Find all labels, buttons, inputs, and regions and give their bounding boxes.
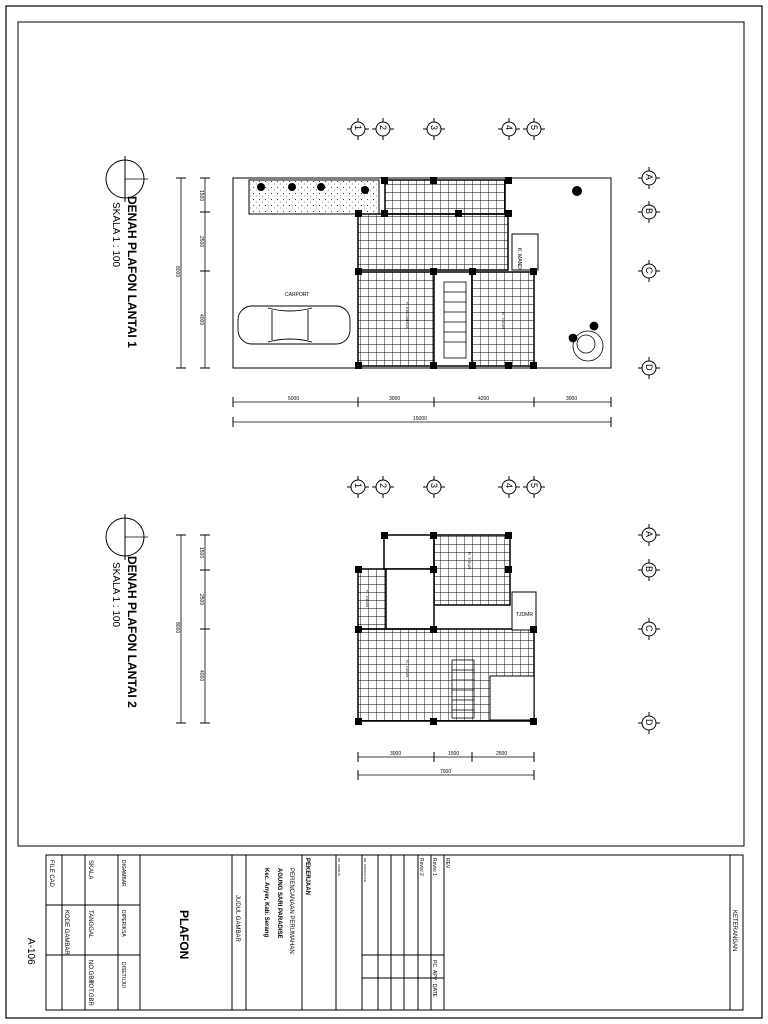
grid-label: 4 <box>504 125 514 131</box>
plan2-ceiling-grid <box>384 535 434 569</box>
plan-lantai-2 <box>106 476 660 780</box>
sheet-code: A-106 <box>25 938 36 965</box>
room-label: R. TIDUR <box>467 552 472 570</box>
pekerjaan-label: PEKERJAAN <box>304 858 310 896</box>
plan2-row-axes <box>638 524 660 734</box>
dim-label: 8000 <box>174 622 180 634</box>
revisi-1: Revisi 1 <box>431 858 437 876</box>
judul-gambar-label: JUDUL GAMBAR <box>234 895 240 942</box>
grid-label: 2 <box>378 483 388 489</box>
plan2-bottom-dimensions <box>358 752 534 780</box>
plan2-title-block <box>106 514 148 708</box>
grid-label: D <box>644 719 654 726</box>
date-label: DATE <box>431 984 437 997</box>
dim-label: 8000 <box>174 266 180 278</box>
plan2-scale: SKALA 1 : 100 <box>110 562 121 628</box>
dim-label: 2500 <box>198 236 204 248</box>
dim-label: 4000 <box>198 314 204 326</box>
dim-label: 2500 <box>198 594 204 606</box>
plan2-bath <box>490 676 534 720</box>
project-line-1: PERENCANAAN PERUMAHAN <box>288 868 294 954</box>
grid-bubble <box>347 476 369 498</box>
room-label: CARPORT <box>285 292 310 298</box>
dim-label: 4000 <box>198 670 204 682</box>
plan2-title: DENAH PLAFON LANTAI 2 <box>125 556 139 708</box>
project-line-3: Kec. Anyer, Kab. Serang <box>263 868 269 938</box>
dim-label: 15000 <box>413 416 427 422</box>
dim-label: 1500 <box>198 547 204 559</box>
rev-label: REV <box>444 858 450 869</box>
drawing-frame <box>18 22 744 846</box>
plan1-title: DENAH PLAFON LANTAI 1 <box>125 196 139 348</box>
project-line-2: AGUNG SARI PARADISE <box>276 868 282 939</box>
plan2-tjdmr-room <box>512 592 536 630</box>
plan-lantai-1 <box>106 118 660 427</box>
dim-label: 7000 <box>440 769 452 775</box>
grid-label: 3 <box>429 125 439 131</box>
grid-bubble <box>372 118 394 140</box>
dim-label: 4200 <box>478 396 490 402</box>
grid-bubble <box>498 118 520 140</box>
grid-label: 4 <box>504 483 514 489</box>
grid-bubble <box>638 618 660 640</box>
grid-bubble <box>423 476 445 498</box>
room-label: R. KELUARGA <box>405 302 410 329</box>
grid-bubble <box>638 524 660 546</box>
plan1-garden <box>249 180 379 214</box>
grid-bubble <box>423 118 445 140</box>
plan2-column-axes <box>347 476 545 498</box>
pc-label: PC <box>431 960 437 967</box>
tree-icon <box>569 322 603 361</box>
plan1-terrace <box>512 234 538 270</box>
kode-gambar-label: KODE GAMBAR <box>63 910 69 955</box>
grid-label: 3 <box>429 483 439 489</box>
grid-bubble <box>638 201 660 223</box>
plan2-ceiling-grid <box>386 569 434 629</box>
grid-label: A <box>644 531 654 538</box>
car-icon <box>238 306 350 344</box>
apv-label: APV <box>431 970 437 981</box>
dim-label: 3000 <box>566 396 578 402</box>
plan2-ceiling-grid <box>358 569 386 629</box>
plan1-scale: SKALA 1 : 100 <box>110 202 121 268</box>
room-label: R. TIDUR <box>405 660 410 678</box>
dim-label: 1500 <box>198 190 204 202</box>
plan1-column-axes <box>347 118 545 140</box>
skala-label: SKALA <box>87 860 93 880</box>
grid-label: D <box>644 364 654 371</box>
digambar-label: DIGAMBAR <box>120 860 126 887</box>
plan1-row-axes <box>638 167 660 379</box>
grid-label: B <box>644 208 654 215</box>
tanggal-label: TANGGAL <box>87 910 93 939</box>
drawing-title: PLAFON <box>177 910 191 960</box>
konsultan-label: NN. KONSULTAN <box>363 858 367 882</box>
plan1-ceiling-grid <box>358 272 434 366</box>
dim-label: 5000 <box>288 396 300 402</box>
dim-label: 3000 <box>390 751 402 757</box>
grid-label: A <box>644 174 654 181</box>
grid-bubble <box>347 118 369 140</box>
plan2-ceiling-grid <box>434 535 510 605</box>
grid-bubble <box>372 476 394 498</box>
room-label: R. TIDUR <box>365 590 370 608</box>
room-label: R. TIDUR <box>501 312 506 330</box>
grid-label: C <box>644 267 654 274</box>
grid-bubble <box>523 118 545 140</box>
dim-label: 3000 <box>389 396 401 402</box>
disetujui-label: DISETUJUI <box>120 962 126 988</box>
outer-border <box>6 6 762 1018</box>
pemilik-label: NN. PEMILIK <box>337 858 341 876</box>
revisi-2: Revisi 2 <box>418 858 424 876</box>
grid-label: 1 <box>353 125 363 131</box>
grid-bubble <box>638 559 660 581</box>
grid-bubble <box>638 167 660 189</box>
plan1-title-block <box>106 156 148 348</box>
grid-bubble <box>638 260 660 282</box>
grid-bubble <box>523 476 545 498</box>
grid-bubble <box>498 476 520 498</box>
plan1-ceiling-grid <box>358 214 508 270</box>
grid-label: C <box>644 625 654 632</box>
plan2-left-dimensions <box>174 535 210 723</box>
tot-gbr-label: TOT.GBR <box>87 980 93 1006</box>
diperiksa-label: DIPERIKSA <box>120 910 126 937</box>
grid-label: 5 <box>529 125 539 131</box>
grid-label: 5 <box>529 483 539 489</box>
file-cad-label: FILE CAD <box>48 860 54 888</box>
no-gbr-label: NO.GBR <box>87 960 93 984</box>
dim-label: 2500 <box>496 751 508 757</box>
grid-bubble <box>638 357 660 379</box>
dim-label: 1500 <box>448 751 460 757</box>
keterangan-label: KETERANGAN <box>731 910 737 952</box>
room-label: TJDMR <box>516 612 533 618</box>
grid-bubble <box>638 712 660 734</box>
grid-label: 1 <box>353 483 363 489</box>
title-block <box>46 855 743 1010</box>
plan1-ceiling-grid <box>385 180 505 214</box>
plan1-left-dimensions <box>174 178 210 368</box>
room-label: K. MANDI <box>516 248 522 271</box>
grid-label: 2 <box>378 125 388 131</box>
grid-label: B <box>644 566 654 573</box>
